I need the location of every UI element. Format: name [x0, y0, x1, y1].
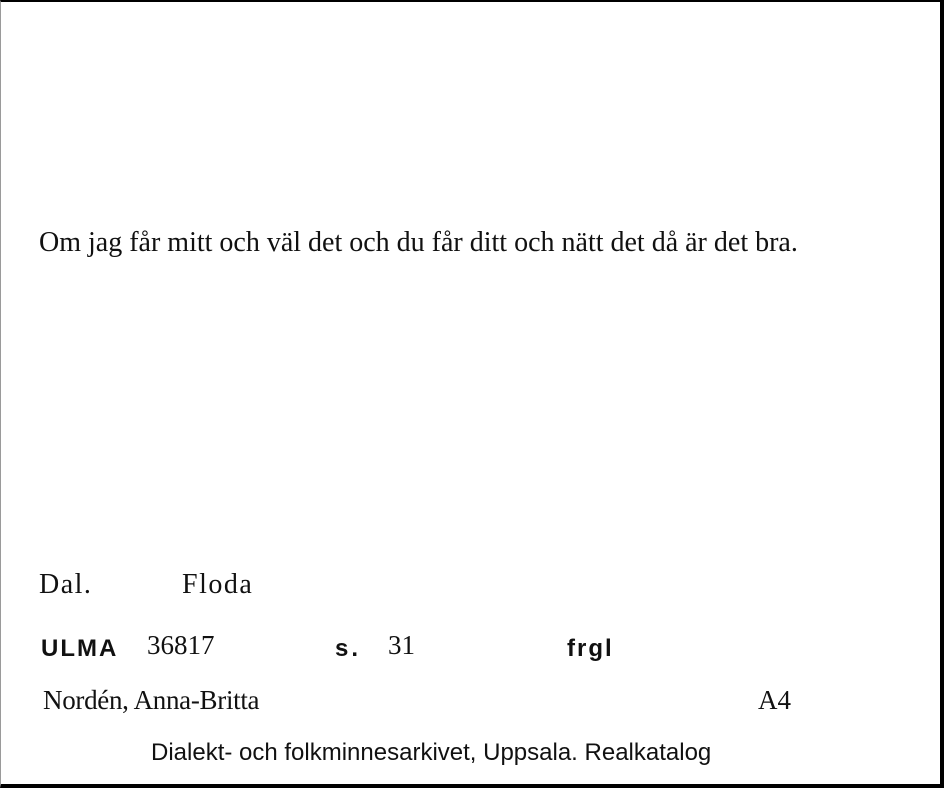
format-label: A4 [758, 685, 791, 715]
page-label: s. [335, 635, 362, 662]
region-label: Dal. [39, 569, 93, 600]
informant-name: Nordén, Anna-Britta [43, 685, 260, 715]
category-label: frgl [567, 635, 614, 662]
card-text: Om jag får mitt och väl det och du får ditt och nätt det då är det bra. [39, 227, 798, 258]
archive-number: 36817 [147, 630, 215, 660]
parish-label: Floda [182, 569, 254, 600]
page-number: 31 [388, 630, 415, 660]
archive-footer: Dialekt- och folkminnesarkivet, Uppsala. Realkatalog [151, 739, 712, 766]
archive-label: ULMA [41, 635, 119, 662]
